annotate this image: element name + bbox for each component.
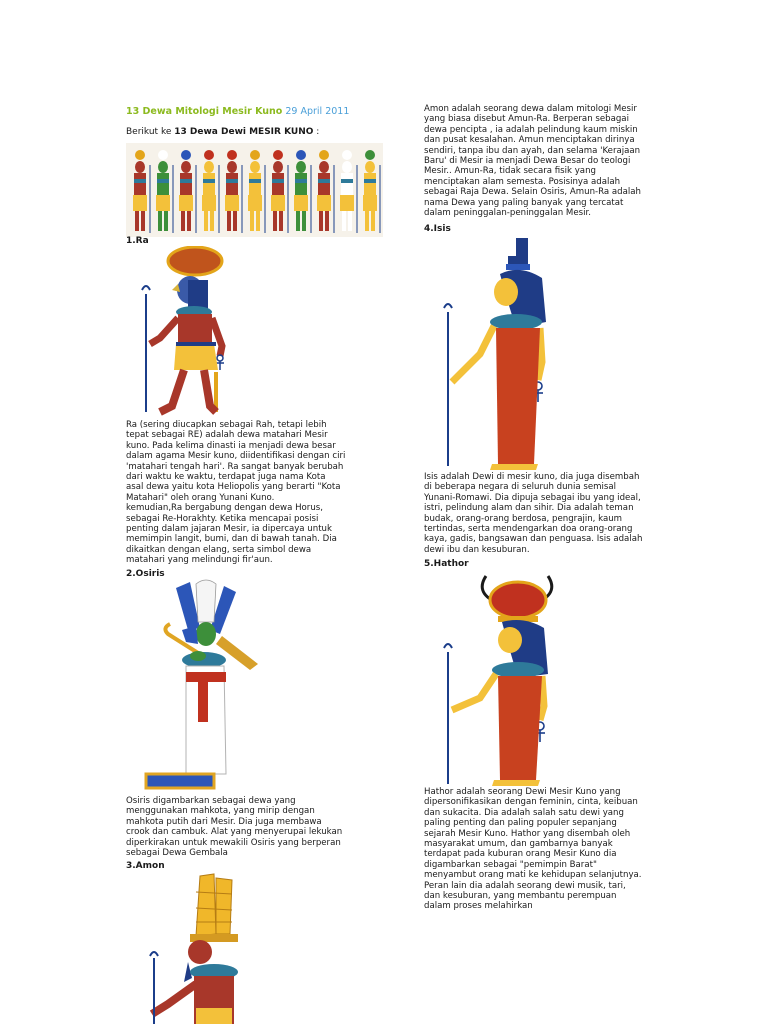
paragraph-ra: Ra (sering diucapkan sebagai Rah, tetapi lebih tepat sebagai RE) adalah dewa matahari Mesir kuno. Pada kelima dinasti ia menjadi dewa besar dalam agama Mesir kuno, diidentifikasi dengan ciri 'matahari tengah hari'. Ra sangat banyak berubah dari waktu ke waktu, terdapat juga nama Kota asal dewa yaitu kota Heliopolis yang berarti "Kota Matahari" oleh orang Yunani Kuno. kemudian,Ra bergabung dengan dewa Horus, sebagai Re-Horakhty. Ketika mencapai posisi penting dalam jajaran Mesir, ia dipercaya untuk memimpin langit, bumi, dan di bawah tanah. Dia dikaitkan dengan elang, serta simbol dewa matahari yang melindungi fir'aun. bbox=[126, 420, 346, 566]
heading-hathor: 5.Hathor bbox=[424, 559, 469, 569]
article-title[interactable]: 13 Dewa Mitologi Mesir Kuno bbox=[126, 106, 283, 117]
intro-line bbox=[126, 127, 319, 137]
paragraph-hathor: Hathor adalah seorang Dewi Mesir Kuno yang dipersonifikasikan dengan feminin, cinta, keibuan dan sukacita. Dia adalah salah satu dewi yang paling penting dan paling populer sepanjang sejarah Mesir Kuno. Hathor yang disembah oleh masyarakat umum, dan gambarnya banyak terdapat pada kuburan orang Mesir Kuno dia digambarkan sebagai "pemimpin Barat" menyambut orang mati ke kehidupan selanjutnya. Peran lain dia adalah seorang dewi musik, tari, dan kesuburan, yang membantu perempuan dalam proses melahirkan bbox=[424, 787, 642, 912]
article-title-line bbox=[126, 106, 349, 117]
heading-ra: 1.Ra bbox=[126, 236, 149, 246]
osiris-figure bbox=[142, 578, 266, 794]
isis-figure bbox=[436, 236, 556, 470]
heading-amon: 3.Amon bbox=[126, 861, 165, 871]
intro-suffix: : bbox=[313, 127, 320, 137]
hathor-figure bbox=[436, 570, 560, 790]
amon-figure bbox=[144, 872, 256, 1024]
heading-isis: 4.Isis bbox=[424, 224, 451, 234]
intro-prefix: Berikut ke bbox=[126, 127, 175, 137]
paragraph-amon: Amon adalah seorang dewa dalam mitologi Mesir yang biasa disebut Amun-Ra. Berperan sebagai dewa pencipta , ia adalah pelindung kaum miskin dan pusat kesalahan. Amun menciptakan dirinya sendiri, tanpa ibu dan ayah, dan selama 'Kerajaan Baru' di Mesir ia menjadi Dewa Besar do teologi Mesir.. Amun-Ra, tidak secara fisik yang menciptakan alam semesta. Posisinya adalah sebagai Raja Dewa. Selain Osiris, Amun-Ra adalah nama Dewa yang paling banyak yang tercatat dalam peninggalan-peninggalan Mesir. bbox=[424, 104, 641, 219]
paragraph-isis: Isis adalah Dewi di mesir kuno, dia juga disembah di beberapa negara di seluruh dunia semisal Yunani-Romawi. Dia dipuja sebagai ibu yang ideal, istri, pelindung alam dan sihir. Dia adalah teman budak, orang-orang berdosa, pengrajin, kaum tertindas, serta mendengarkan doa orang-orang kaya, gadis, bangsawan dan penguasa. Isis adalah dewi ibu dan kesuburan. bbox=[424, 472, 643, 555]
intro-bold: 13 Dewa Dewi MESIR KUNO bbox=[174, 127, 314, 137]
heading-osiris: 2.Osiris bbox=[126, 569, 165, 579]
paragraph-osiris: Osiris digambarkan sebagai dewa yang menggunakan mahkota, yang mirip dengan mahkota putih dari Mesir. Dia juga membawa crook dan cambuk. Alat yang menyerupai lekukan diperkirakan untuk mewakili Osiris yang berperan sebagai Dewa Gembala bbox=[126, 796, 343, 859]
article-date[interactable]: 29 April 2011 bbox=[285, 106, 350, 117]
gods-banner-image bbox=[126, 143, 383, 237]
ra-figure bbox=[138, 246, 238, 418]
